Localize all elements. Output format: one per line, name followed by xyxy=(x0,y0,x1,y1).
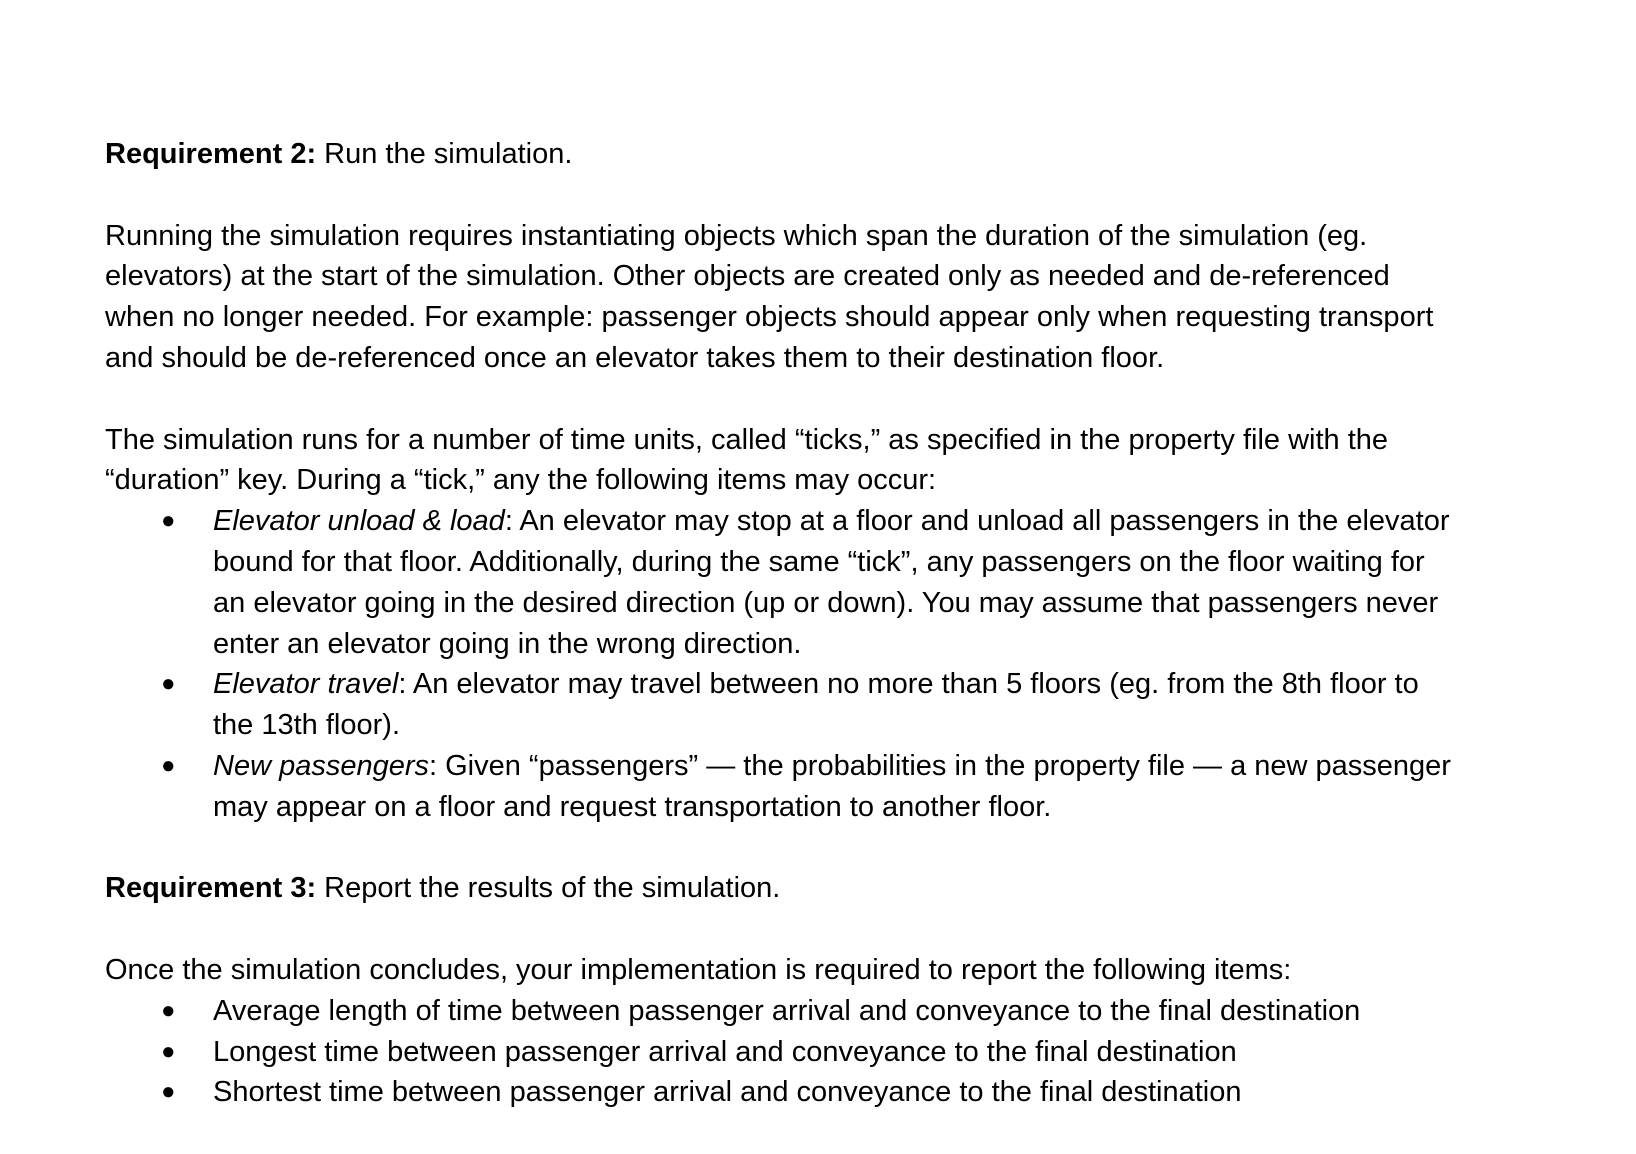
tick-events-list xyxy=(105,501,1525,827)
spacer xyxy=(105,175,1525,216)
list-item-first-line xyxy=(213,746,1525,787)
requirement-2-text: Run the simulation. xyxy=(316,138,573,170)
paragraph-line: “duration” key. During a “tick,” any the following items may occur: xyxy=(105,464,937,497)
list-item-line: bound for that floor. Additionally, during the same “tick”, any passengers on the floor waiting for xyxy=(213,545,1425,578)
bullet-icon: ● xyxy=(161,507,176,535)
requirement-2-label: Requirement 2: xyxy=(105,138,317,170)
paragraph-running-simulation xyxy=(105,216,1525,379)
bullet-icon: ● xyxy=(161,670,176,698)
paragraph-line: Running the simulation requires instantiating objects which span the duration of the simulation (eg. xyxy=(105,219,1368,252)
paragraph-line: The simulation runs for a number of time units, called “ticks,” as specified in the property file with the xyxy=(105,423,1389,456)
list-item-text: : Given “passengers” — the probabilities in the property file — a new passenger xyxy=(429,749,1451,782)
paragraph-line: and should be de-referenced once an elevator takes them to their destination floor. xyxy=(105,341,1165,374)
list-item-average-time xyxy=(105,991,1525,1032)
list-item-line: may appear on a floor and request transportation to another floor. xyxy=(213,790,1052,823)
list-item-text: Average length of time between passenger arrival and conveyance to the final destination xyxy=(213,994,1361,1027)
list-item-term: Elevator travel xyxy=(213,668,399,701)
bullet-icon: ● xyxy=(161,996,176,1024)
paragraph-ticks xyxy=(105,420,1525,502)
spacer xyxy=(105,828,1525,869)
spacer xyxy=(105,379,1525,420)
list-item-term: New passengers xyxy=(213,749,429,782)
list-item-shortest-time xyxy=(105,1072,1525,1113)
paragraph-report: Once the simulation concludes, your implementation is required to report the following items: xyxy=(105,953,1292,986)
list-item-text: : An elevator may stop at a floor and unload all passengers in the elevator xyxy=(504,505,1450,538)
requirement-3-heading xyxy=(105,868,1525,909)
list-item-first-line xyxy=(213,501,1525,542)
requirement-3-label: Requirement 3: xyxy=(105,872,317,905)
document-page xyxy=(105,134,1525,1113)
report-items-list xyxy=(105,991,1525,1113)
spacer xyxy=(105,909,1525,950)
paragraph-line: when no longer needed. For example: passenger objects should appear only when requesting transport xyxy=(105,301,1434,334)
list-item-new-passengers xyxy=(105,746,1525,828)
list-item-first-line xyxy=(213,664,1525,705)
list-item-text: Shortest time between passenger arrival and conveyance to the final destination xyxy=(213,1076,1242,1109)
list-item-line: enter an elevator going in the wrong direction. xyxy=(213,627,802,660)
list-item-elevator-travel xyxy=(105,664,1525,746)
bullet-icon: ● xyxy=(161,1078,176,1106)
requirement-2-heading xyxy=(105,134,1525,175)
list-item-line: the 13th floor). xyxy=(213,709,400,742)
list-item-longest-time xyxy=(105,1032,1525,1073)
list-item-elevator-unload-load xyxy=(105,501,1525,664)
list-item-text: : An elevator may travel between no more than 5 floors (eg. from the 8th floor to xyxy=(398,668,1419,701)
requirement-3-text: Report the results of the simulation. xyxy=(316,872,781,905)
paragraph-line: elevators) at the start of the simulation. Other objects are created only as needed and de-referenced xyxy=(105,260,1390,293)
list-item-text: Longest time between passenger arrival and conveyance to the final destination xyxy=(213,1035,1237,1068)
bullet-icon: ● xyxy=(161,751,176,779)
list-item-term: Elevator unload & load xyxy=(213,505,505,538)
list-item-line: an elevator going in the desired direction (up or down). You may assume that passengers never xyxy=(213,586,1439,619)
bullet-icon: ● xyxy=(161,1037,176,1065)
